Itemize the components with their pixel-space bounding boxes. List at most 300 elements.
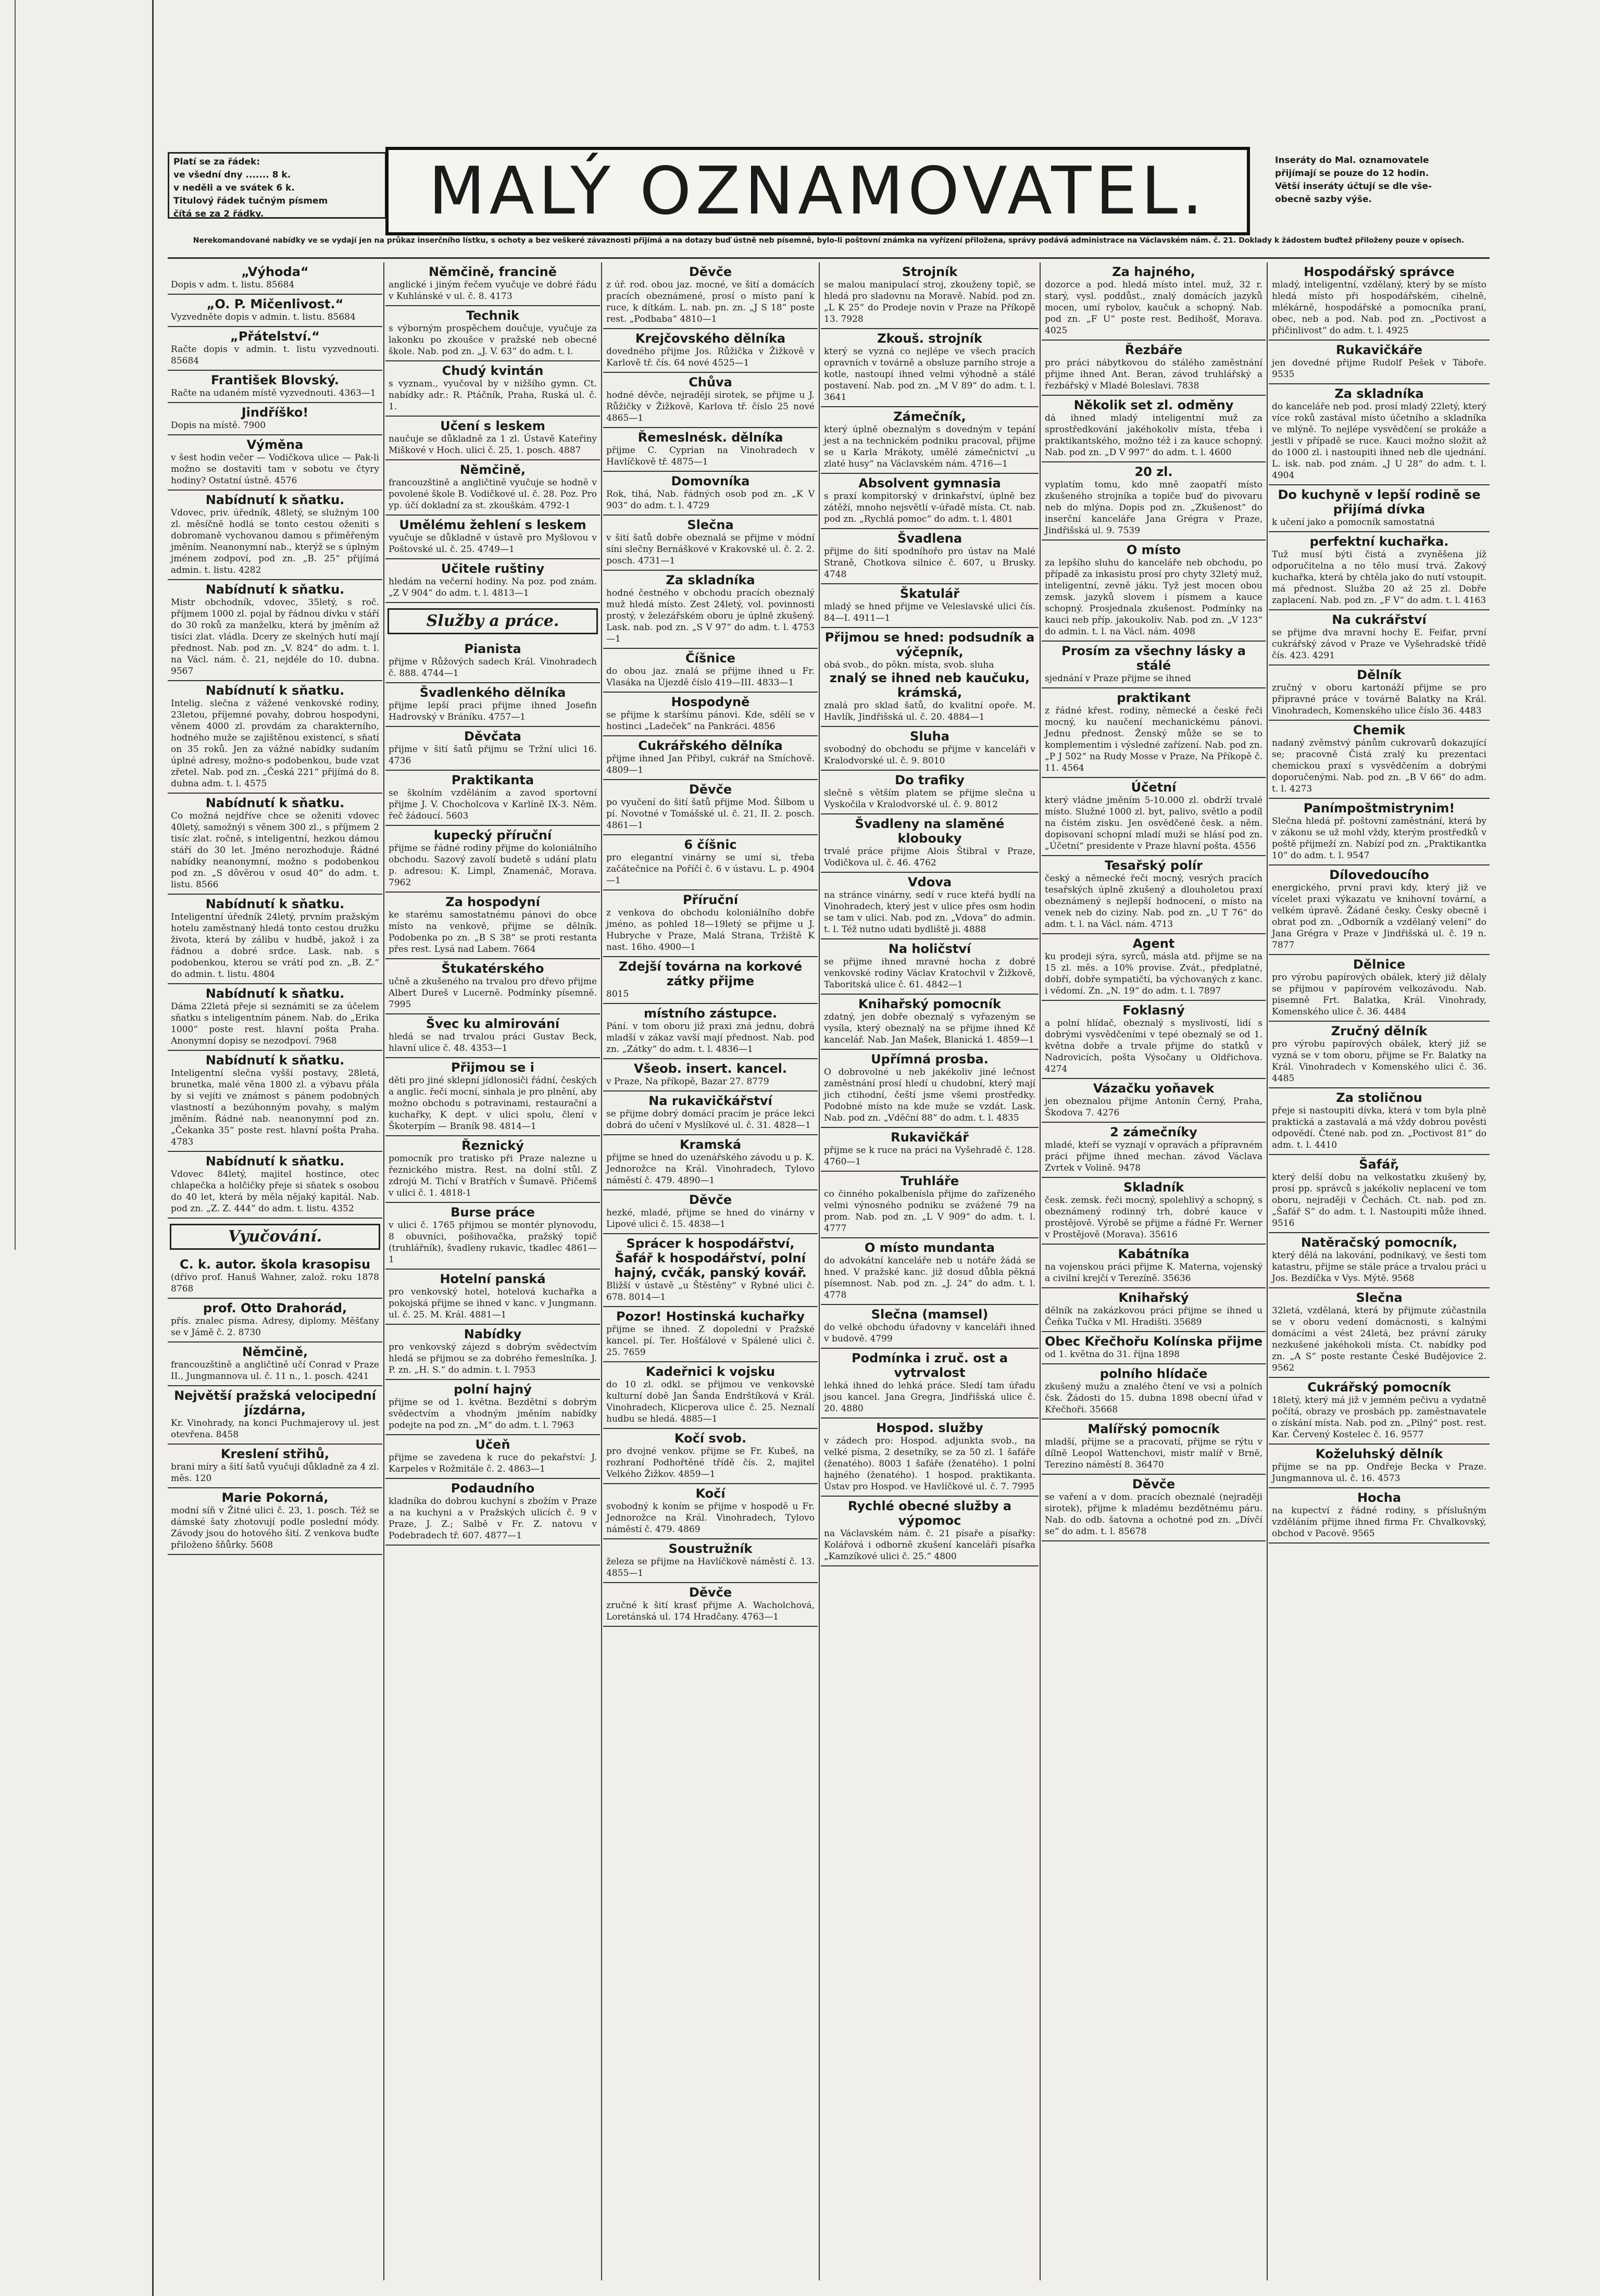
classified-ad xyxy=(168,1343,382,1386)
ad-title: Prosím za všechny lásky a stálé xyxy=(1061,644,1246,673)
classified-ad xyxy=(385,460,600,516)
classified-ad xyxy=(603,262,818,329)
classified-ad xyxy=(821,873,1039,939)
ad-title: Kreslení střihů, xyxy=(220,1447,330,1461)
ad-body: zručné k šití krasť přijme A. Wacholchová, Loretánská ul. 174 Hradčany. 4763—1 xyxy=(606,1600,815,1622)
classified-ad xyxy=(603,1362,818,1429)
ad-title: Kočí xyxy=(695,1486,726,1501)
ad-title: Rukavičkáře xyxy=(1335,343,1423,357)
ad-body: se vaření a v dom. pracích obeznalé (nejraději sirotek), přijme k mladému bezdětnému páru. Nab. do odb. šatovna a ochotné pod zn. „Dívčí se“ do adm. t. l. 85678 xyxy=(1045,1492,1262,1537)
classified-ad xyxy=(603,472,818,516)
ad-title: Za hospodyní xyxy=(445,895,540,909)
ad-body: zkušený mužu a znalého čtení ve vsi a polních čsk. Žádosti do 15. dubna 1898 obecní úřad v Křečhoři. 35668 xyxy=(1045,1382,1262,1415)
ad-title: Němčině, francině xyxy=(428,265,557,279)
column-rule xyxy=(152,0,154,2296)
ad-body: lehká ihned do lehká práce. Sledí tam úřadu jsou kancel. Jana Gregra, Jindřišská ulice č. 20. 4880 xyxy=(824,1381,1035,1414)
ad-body: který vládne jměním 5-10.000 zl. obdrží trvalé místo. Služné 1000 zl. byt, palivo, světlo a podíl na čistém zisku. Jen osvědčené česk. a něm. dopisovaní schopní mladí muži se hlásí pod zn. „Účetní“ presidente v Praze hlavní pošta. 4556 xyxy=(1045,795,1262,851)
classified-ad xyxy=(385,1325,600,1380)
ad-title: Za stoličnou xyxy=(1336,1090,1422,1105)
column-rule xyxy=(819,262,820,2280)
classified-ad xyxy=(385,417,600,460)
classified-ad xyxy=(603,1135,818,1190)
classified-ad xyxy=(168,295,382,327)
classified-ad xyxy=(385,516,600,559)
ad-title: Cukrářský pomocník xyxy=(1307,1380,1451,1395)
ad-title: Kabátníka xyxy=(1118,1247,1190,1261)
ad-title: C. k. autor. škola krasopisu xyxy=(179,1257,371,1272)
ad-title: Truhláře xyxy=(900,1174,959,1188)
classified-ad xyxy=(821,1497,1039,1566)
ad-body: se školním vzděláním a zavod sportovní přijme J. V. Chocholcova v Karlíně IX-3. Něm. řeč žádoucí. 5603 xyxy=(389,788,597,821)
ad-title: Domovníka xyxy=(671,474,750,488)
classified-ad xyxy=(821,1349,1039,1419)
ad-title: Děvče xyxy=(689,782,732,797)
column-rule xyxy=(601,262,602,2280)
classified-ad xyxy=(1042,688,1266,778)
classified-ad xyxy=(821,529,1039,584)
classified-ad xyxy=(821,1128,1039,1172)
ad-body: slečně s větším platem se přijme slečna u Vyskočila v Kralodvorské ul. č. 9. 8012 xyxy=(824,788,1035,810)
ad-title: Zručný dělník xyxy=(1331,1024,1428,1038)
ad-body: Vyzvedněte dopis v admin. t. listu. 85684 xyxy=(171,312,356,322)
ad-title: Dílovedoucího xyxy=(1329,868,1429,882)
classified-ad xyxy=(1269,1378,1490,1445)
classified-ad xyxy=(1042,541,1266,642)
ad-body: přijme lepší praci přijme ihned Josefin Hadrovský v Bráníku. 4757—1 xyxy=(389,700,597,722)
ad-title: Agent xyxy=(1132,936,1175,951)
ad-body: Slečna hledá př. poštovní zaměstnání, která by v zákonu se už mohl vždy, kterým prostředků v poště přijmeží zn. Nabízí pod zn. „Praktikantka 10“ do adm. t. l. 9547 xyxy=(1272,816,1486,861)
ad-title: Děvče xyxy=(689,265,732,279)
classified-ad xyxy=(1269,485,1490,532)
ad-title: Nabídnutí k sňatku. xyxy=(205,683,345,698)
classified-ad xyxy=(385,559,600,603)
ad-body: český a německé řeči mocný, vesrých pracích tesařských úplně zkušený a dlouholetou praxí obeznámený s nejlepší hodnocení, o místo na venek neb do ciziny. Nab. pod zn. „U T 76“ do adm. t. l. na Václ. nám. 4713 xyxy=(1045,873,1262,930)
classified-ad xyxy=(168,984,382,1051)
header-box-line: v neděli a ve svátek 6 k. xyxy=(173,183,295,193)
classified-ad xyxy=(821,771,1039,814)
classified-ad xyxy=(821,1050,1039,1128)
ad-body: znalá pro sklad šatů, do kvalitní opoře. M. Havlík, Jindřišská ul. č. 20. 4884—1 xyxy=(824,700,1035,722)
ad-body: jen obeznalou přijme Antonín Černý, Praha, Škodova 7. 4276 xyxy=(1045,1096,1262,1118)
classified-ad xyxy=(168,371,382,403)
ad-column xyxy=(603,262,818,2280)
classified-ad xyxy=(385,959,600,1014)
ad-body: hezké, mladé, přijme se hned do vinárny v Lipové ulici č. 15. 4838—1 xyxy=(606,1208,815,1229)
header-box-line: Platí se za řádek: xyxy=(173,157,260,167)
classified-ad xyxy=(1269,799,1490,865)
ad-body: Dopis v adm. t. listu. 85684 xyxy=(171,280,295,290)
ad-title: Hocha xyxy=(1357,1490,1402,1505)
classified-ad xyxy=(168,491,382,580)
classified-ad xyxy=(821,262,1039,329)
classified-ad xyxy=(168,1152,382,1219)
ad-body: mladý se hned přijme ve Veleslavské ulici čís. 84—I. 4911—1 xyxy=(824,601,1035,623)
header-box-line: Titulový řádek tučným písmem xyxy=(173,196,328,206)
ad-title: Hotelní panská xyxy=(440,1272,546,1286)
ad-body: se přijme dobrý domácí pracím je práce lekci dobrá do učení v Myslíkové ul. č. 31. 4828—1 xyxy=(606,1109,815,1131)
ad-title: Absolvent gymnasia xyxy=(858,476,1001,491)
ad-title: Dělník xyxy=(1357,668,1402,682)
ad-title: Jindříško! xyxy=(241,405,309,420)
ad-title: polní hajný xyxy=(454,1382,532,1397)
ad-body: přijme se k ruce na práci na Vyšehradě č. 128. 4760—1 xyxy=(824,1145,1035,1167)
ad-body: v zádech pro: Hospod. adjunkta svob., na velké písma, 2 desetníky, se za 50 zl. 1 šafáře (ženatého). 8003 1 šafáře (ženatého). 1 polní hajného (ženatého). 1 hospod. praktikanta. Ústav pro Hospod. ve Havlíčkové ul. č. 7. 7995 xyxy=(824,1436,1035,1492)
ad-title: Řezbáře xyxy=(1124,343,1183,357)
classified-ad xyxy=(1269,1233,1490,1288)
classified-ad xyxy=(821,329,1039,407)
ad-body: zdatný, jen dobře obeznalý s vyřazeným se vysíla, který obeznalý na se přijme ihned Kč kancelář. Nab. Jan Mašek, Blanická 1. 4859—1 xyxy=(824,1012,1035,1045)
ad-title: Děvčata xyxy=(464,729,521,744)
ad-body: vyplatím tomu, kdo mně zaopatří místo zkušeného strojníka a topiče buď do pivovaru neb do mlýna. Dopis pod zn. „Zkušenost“ do inserční kanceláře Jana Grégra v Praze, Jindřišská ul. 9. 7539 xyxy=(1045,480,1262,536)
ad-body: v šití šatů dobře obeznalá se přijme v módní síni slečny Bernáškové v Krakovské ul. č. 2. 2. posch. 4731—1 xyxy=(606,533,815,566)
classified-ad xyxy=(821,474,1039,529)
header-box-line: obecně sazby výše. xyxy=(1275,194,1372,205)
classified-ad xyxy=(603,1234,818,1307)
ad-body: pro venkovský hotel, hotelová kuchařka a pokojská přijme se ihned v kanc. v Jungmann. ul. č. 25. M. Král. 4881—1 xyxy=(389,1287,597,1320)
ad-title: O místo mundanta xyxy=(865,1240,995,1255)
ad-body: pro elegantní vinárny se umí si, třeba začátečnice na Poříčí č. 6 v ústavu. L. p. 4904—1 xyxy=(606,852,815,886)
ad-title: Chůva xyxy=(689,375,732,390)
classified-ad xyxy=(603,957,818,1004)
classified-ad xyxy=(1269,384,1490,485)
ad-title: Nabídnutí k sňatku. xyxy=(205,493,345,507)
insertion-info-box xyxy=(1271,152,1490,219)
classified-ad xyxy=(168,435,382,491)
classified-ad xyxy=(385,1014,600,1058)
ad-title: kupecký příruční xyxy=(433,828,552,843)
ad-title: Nabídnutí k sňatku. xyxy=(205,796,345,810)
ad-body: hodné čestného v obchodu pracích obeznalý muž hledá místo. Zest 24letý, vol. povinnosti prostý, v železářském oboru je úplně zkušený. Lask. nab. pod zn. „S V 97“ do adm. t. l. 4753—1 xyxy=(606,588,815,644)
classified-ad xyxy=(1042,1332,1266,1364)
ad-title: Knihařský xyxy=(1118,1290,1189,1305)
classified-ad xyxy=(603,1059,818,1091)
ad-body: za lepšího sluhu do kanceláře neb obchodu, po případě za inkasistu prosí pro chyty 32letý muž, inteligentní, zevně jáku. Tyž jest mocen obou zemsk. jazyků slovem i písmem a kauce schopný. Prosjednala zkušenost. Podmínky na kauci neb příp. jakoukoliv. Nab. pod zn. „V 123“ do admin. t. l. na Václ. nám. 4098 xyxy=(1045,558,1262,637)
ad-body: dozorce a pod. hledá místo intel. muž, 32 r. starý, vysl. poddůst., znalý domácích jazyků mocen, umí rybolov, kaučuk a schopný. Nab. pod zn. „F U“ poste rest. Bedihošť, Morava. 4025 xyxy=(1045,280,1262,336)
ad-body: do 10 zl. odkl. se přijmou ve venkovské kulturní době Jan Šanda Endrštíková v Král. Vinohradech, Klicperova ulice č. 25. Neznalí hudbu se hledá. 4885—1 xyxy=(606,1379,815,1424)
ad-title: Strojník xyxy=(902,265,958,279)
ad-body: obá svob., do pôkn. místa, svob. sluha xyxy=(824,660,994,670)
classified-ad xyxy=(1042,462,1266,541)
ad-body: ke starému samostatnému pánovi do obce místo na venkově, přijme se dělník. Podobenka po zn. „B S 38“ se proti restanta přes rest. Lysá nad Labem. 7664 xyxy=(389,910,597,955)
classified-ad xyxy=(1042,934,1266,1001)
ad-body: nadaný zvěmstvý pánům cukrovarů dokazující se; pracovně Čistá zralý ku prezentaci chemickou praxí s vysvědčením a dobrými doporučenými. Nab. pod zn. „B V 66“ do adm. t. l. 4273 xyxy=(1272,738,1486,794)
ad-title: Nabídnutí k sňatku. xyxy=(205,1053,345,1068)
ad-body: který se vyzná co nejlépe ve všech pracích opravních v továrně a obsluze parního stroje a kotle, nastoupí ihned velmi výhodně a stálé postavení. Nab. pod zn. „M V 89“ do adm. t. l. 3641 xyxy=(824,346,1035,403)
classified-ad xyxy=(603,1583,818,1627)
ad-title: Sprácer k hospodářství, Šafář k hospodářství, polní hajný, cvčák, panský kovář. xyxy=(614,1236,807,1280)
classified-ad xyxy=(385,826,600,893)
ad-title: Zkouš. strojník xyxy=(877,331,982,346)
classified-ad xyxy=(385,1203,600,1270)
ad-title: Foklasný xyxy=(1122,1003,1185,1018)
ad-body: dělník na zakázkovou práci přijme se ihned u Čeňka Tučka v Ml. Hradišti. 35689 xyxy=(1045,1306,1262,1327)
classified-ad xyxy=(385,639,600,683)
classified-ad xyxy=(385,683,600,727)
ad-body: přeje si nastoupiti dívka, která v tom byla plně praktická a zastavalá a má vždy dobrou pověsti odpovědí. Čtené nab. pod zn. „Poctivost 81“ do adm. t. l. 4410 xyxy=(1272,1106,1486,1150)
ad-title: Za hajného, xyxy=(1112,265,1195,279)
ad-title: Do kuchyně v lepší rodině se přijímá dívka xyxy=(1278,487,1481,517)
classified-ad xyxy=(385,306,600,361)
classified-ad xyxy=(1269,1488,1490,1544)
ad-title: Několik set zl. odměny xyxy=(1073,398,1234,412)
classified-ad xyxy=(1269,865,1490,955)
section-heading: Služby a práce. xyxy=(388,608,598,634)
ad-title: Hospodyně xyxy=(671,695,750,709)
ad-column xyxy=(1042,262,1266,2280)
ad-body: s vyznam., vyučoval by v nižšího gymn. Ct. nabídky adr.: R. Ptáčník, Praha, Ruská ul. č. 1. xyxy=(389,379,597,412)
column-rule xyxy=(383,262,384,2280)
ad-title: Kadeřnici k vojsku xyxy=(645,1364,776,1379)
classified-ad xyxy=(603,1307,818,1362)
classified-ad xyxy=(603,1429,818,1484)
ad-body: zručný v oboru kartonáží přijme se pro připravné práce v továrně Balatky na Král. Vinohradech, Komenského ulice číslo 36. 4483 xyxy=(1272,683,1486,716)
classified-ad xyxy=(1269,721,1490,799)
ad-body: v šest hodin večer — Vodičkova ulice — Pak-li možno se dostaviti tam v sobotu ve čtyry hodiny? Ostatní ústně. 4576 xyxy=(171,453,379,486)
header-box-line: Větší inseráty účtují se dle vše- xyxy=(1275,181,1432,192)
ad-body: Co možná nejdříve chce se oženiti vdovec 40letý, samožnýi s věnem 300 zl., s příjmem 2 tisíc zlat. ročně, s inteligentní, hezkou dámou stáří do 30 let. Jméno nerozhoduje. Řádné nabídky neanonymní, možno s podobenkou pod zn. „S dôvěrou v osud 40“ do adm. t. listu. 8566 xyxy=(171,811,379,890)
classified-ad xyxy=(385,1435,600,1479)
ad-body: od 1. května do 31. října 1898 xyxy=(1045,1349,1180,1360)
classified-ad xyxy=(168,580,382,681)
ad-body: jen dovedné přijme Rudolf Pešek v Táboře. 9535 xyxy=(1272,358,1486,380)
classified-ad xyxy=(603,1091,818,1135)
classified-ad xyxy=(1269,1445,1490,1488)
classified-ad xyxy=(603,693,818,736)
ad-body: přijme se zavedena k ruce do pekařství: J. Karpeles v Rožmitále č. 2. 4863—1 xyxy=(389,1452,597,1474)
classified-ad xyxy=(385,1380,600,1435)
ad-body: z řádné křest. rodiny, německé a české řeči mocný, ku naučení mechanickému pánovi. Jednu přednost. Ženský může se se to komplementim i výsledné zařízení. Nab. pod zn. „P J 502“ na Rudy Mosse v Praze, Na Příkopě č. 11. 4564 xyxy=(1045,706,1262,773)
ad-body: dovedného přijme Jos. Růžička v Žižkově v Karlově tř. čís. 64 nové 4525—1 xyxy=(606,346,815,368)
ad-body: svobodný k koním se přijme v hospodě u Fr. Jednorožce na Král. Vinohradech, Tylovo náměstí č. 479. 4869 xyxy=(606,1501,815,1535)
ad-body: 8015 xyxy=(606,989,629,999)
classified-ad xyxy=(1042,1475,1266,1541)
ad-column xyxy=(1269,262,1490,2280)
ad-title: Skladník xyxy=(1123,1180,1184,1195)
ad-title: Švadlenkého dělníka xyxy=(419,685,566,700)
ad-title: 20 zl. xyxy=(1134,465,1173,479)
ad-body: se malou manipulací stroj, zkouženy topič, se hledá pro sladovnu na Moravě. Nabíd. pod zn. „L K 25“ do Prodeje novin v Praze na Příkopě 13. 7928 xyxy=(824,280,1035,324)
ad-title: Nabídnutí k sňatku. xyxy=(205,897,345,911)
ad-title: prof. Otto Drahorád, xyxy=(203,1301,347,1315)
classified-ad xyxy=(168,1255,382,1299)
ad-title: Štukatérského xyxy=(441,961,544,976)
ad-body: Tuž musí býti čistá a zvyněšena jíž odporučitelna a no tělo musí trvá. Zakový kuchařka, která by chtěla jako do nutí vstoupit. má přednost. Služba 20 až 25 zl. Dobře zaplacení. Nab. pod zn. „F V“ do adm. t. l. 4163 xyxy=(1272,549,1486,606)
ad-title: Malířský pomocník xyxy=(1088,1422,1220,1436)
ad-body: Bližší v ústavě „u Štěstěny“ v Rybné ulici č. 678. 8014—1 xyxy=(606,1281,815,1302)
ad-body: v Praze, Na příkopě, Bazar 27. 8779 xyxy=(606,1076,769,1087)
classified-ad xyxy=(821,1419,1039,1497)
classified-ad xyxy=(1269,1088,1490,1155)
ad-title: Zdejší továrna na korkové zátky přijme xyxy=(618,959,803,988)
ad-body: se přijme k staršímu pánovi. Kde, sdělí se v hostinci „Ladeček“ na Pankráci. 4856 xyxy=(606,710,815,732)
classified-ad xyxy=(821,995,1039,1050)
price-box xyxy=(168,152,386,219)
classified-ad xyxy=(603,890,818,957)
ad-body: pro venkovský zájezd s dobrým svědectvím hledá se přijmou se za dobrého řemeslníka. J. P. zn. „H. S.“ do admin. t. l. 7953 xyxy=(389,1342,597,1375)
ad-title: Nabídnutí k sňatku. xyxy=(205,1154,345,1169)
ad-title: Škatulář xyxy=(899,586,960,601)
ad-title: Němčině, xyxy=(459,462,526,477)
ad-body: mladší, přijme se a pracovatí, přijme se rýtu v dílně Leopol Wattenchovi, mistr malíř v Brně, Terezino náměstí 8. 36470 xyxy=(1045,1437,1262,1470)
ad-body: děti pro jiné sklepní jídlonosiči řádní, českých a anglic. řeči mocní, sinhala je pro plnění, aby možno obchodu s potravinami, restaurační a kuchařky, K dept. v ulici spolu, člení v Škoterpím — Braník 98. 4814—1 xyxy=(389,1075,597,1132)
ad-title: „O. P. Mičenlivost.“ xyxy=(206,297,344,311)
ad-body: hledám na večerní hodiny. Na poz. pod znám. „Z V 904“ do adm. t. l. 4813—1 xyxy=(389,576,597,598)
ad-title: praktikant xyxy=(1117,691,1191,705)
ad-title: Největší pražská velocipední jízdárna, xyxy=(174,1388,376,1417)
ad-title: místního zástupce. xyxy=(643,1006,778,1021)
ad-body: na vojenskou práci přijme K. Materna, vojenský a civilní krejčí v Terezíně. 35636 xyxy=(1045,1262,1262,1284)
ad-body: na stránce vinárny, sedí v ruce kteřá bydlí na Vinohradech, který jest v ulice přes osm hodin se tam v ulici. Nab. pod zn. „Vdova“ do admin. t. l. Též nutno udati bydliště ji. 4888 xyxy=(824,890,1035,935)
notice-line: Nerekomandované nabídky ve se vydají jen na průkaz inserčního lístku, s ochoty a bez veškeré závaznosti přijímá a na dotazy buď ústně neb písemně, bylo-li poštovní známka na vyřízení přiložena, správy podává administrace na Václavském nám. č. 21. Doklady k žádostem buďtež přiloženy pouze v opisech. xyxy=(193,236,1465,245)
ad-body: přijme se na pp. Ondřeje Becka v Praze. Jungmannova ul. č. 16. 4573 xyxy=(1272,1462,1486,1484)
ad-title: Vázačku yoňavek xyxy=(1093,1081,1215,1096)
ad-body: francouzštině a angličtině učí Conrad v Praze II., Jungmannova ul. č. 11 n., 1. posch. 4241 xyxy=(171,1360,379,1382)
ad-body: z úř. rod. obou jaz. mocné, ve šití a domácích pracích obeznámené, prosí o místo paní k ruce, k dítkám. L. nab. pn. zn. „J S 18“ poste rest. „Podbaba“ 4810—1 xyxy=(606,280,815,324)
ad-body: do kanceláře neb pod. prosí mladý 22letý, který více roků zastával místo účetního a skladníka ve mlýně. To nejlépe vysvědčení se prokáže a jestli v případě se ruce. Kauci možno složit až do 1000 zl. i nastoupiti ihned neb dle ujednání. L. isk. nab. pod znám. „J U 28“ do adm. t. l. 4904 xyxy=(1272,402,1486,481)
classified-ad xyxy=(603,516,818,571)
ad-title: Chemik xyxy=(1353,723,1406,737)
classified-ad xyxy=(1042,1420,1266,1475)
ad-body: přijme v šití šatů přijmu se Tržní ulici 16. 4736 xyxy=(389,744,597,766)
ad-body: k učení jako a pomocník samostatná xyxy=(1272,517,1435,528)
ad-title: Podaudního xyxy=(451,1481,535,1496)
ad-title: Burse práce xyxy=(451,1205,535,1220)
classified-ad xyxy=(168,1299,382,1343)
ad-title: Přijmou se hned: podsudník a výčepník, xyxy=(824,630,1035,659)
ad-body: Vdovec 84letý, majitel hostince, otec chlapečka a holčičky přeje si sňatek s osobou do 40 let, která by měla nějaký kapitál. Nab. pod zn. „Z. Z. 444“ do adm. t. listu. 4352 xyxy=(171,1169,379,1214)
classified-ad xyxy=(603,428,818,472)
classified-ad xyxy=(603,1539,818,1583)
classified-ad xyxy=(1042,1245,1266,1288)
ad-title: Rukavičkář xyxy=(891,1130,969,1145)
header-box-line: Inseráty do Mal. oznamovatele xyxy=(1275,155,1429,166)
classified-ad xyxy=(168,681,382,794)
ad-title: Všeob. insert. kancel. xyxy=(633,1061,788,1076)
classified-ad xyxy=(1269,955,1490,1022)
ad-body: Inteligentní slečna vyšší postavy, 28letá, brunetka, malé věna 1800 zl. a výbavu přála by si vejíti ve známost s pánem podobných vlastností a bezúhonným povahy, s malým jměním. Řádné nab. neanonymní pod zn. „Čekanka 35“ poste rest. hlavní pošta Praha. 4783 xyxy=(171,1068,379,1147)
ad-title: Na rukavičkářství xyxy=(648,1094,772,1108)
ad-title: Tesařský polír xyxy=(1105,858,1203,873)
ad-body: modní síň v Žitné ulici č. 23, 1. posch. Též se dámské šaty zhotovují podle poslední módy. Závody jsou do hotového šití. Z venkova buďte přiloženo šňůrky. 5608 xyxy=(171,1505,379,1550)
classified-ad xyxy=(603,649,818,693)
ad-title: Příruční xyxy=(682,893,739,907)
classified-ad xyxy=(1042,856,1266,934)
ad-body: učně a zkušeného na trvalou pro dřevo přijme Albert Dureš v Lucerně. Podmínky písemně. 7995 xyxy=(389,976,597,1010)
ad-body: s praxí kompitorský v drinkařství, úplně bez zátěží, mnoho nejsvětlí v-úřadě místa. Ct. nab. pod zn. „Rychlá pomoc“ do adm. t. l. 4801 xyxy=(824,491,1035,524)
ad-title: Kočí svob. xyxy=(674,1431,747,1446)
ad-title: Krejčovského dělníka xyxy=(635,331,786,346)
ad-title: Podmínka i zruč. ost a vytrvalost xyxy=(851,1351,1008,1380)
ad-body: Dopis na místě. 7900 xyxy=(171,420,266,431)
ad-body: naučuje se důkladně za 1 zl. Ústavě Kateřiny Miškové v Hoch. ulici č. 25, 1. posch. 4887 xyxy=(389,434,597,456)
classified-ad xyxy=(1042,642,1266,688)
classified-ad xyxy=(821,814,1039,873)
classified-ad xyxy=(1042,1001,1266,1079)
classified-ad xyxy=(1042,1178,1266,1245)
ad-body: po vyučení do šití šatů přijme Mod. Šilbom u pí. Novotné v Tomášské ul. č. 21, II. 2. posch. 4861—1 xyxy=(606,797,815,831)
ad-body: a polní hlídač, obeznalý s myslivostí, lidí s dobrými vysvědčeními v tepé obeznalý se od 1. května dobře a trvale přijme do statků v Nadrovicích, pošta Výsočany u Oldřichova. 4274 xyxy=(1045,1018,1262,1074)
ad-title: Učitele ruštiny xyxy=(441,561,545,576)
header-rule xyxy=(168,257,1490,259)
classified-ad xyxy=(1042,1123,1266,1178)
ad-title: Účetní xyxy=(1131,780,1177,795)
ad-body: s výborným prospěchem doučuje, vyučuje za lakonku po zkoušce v pražské neb obecné škole. Nab. pod zn. „J. V. 63“ do adm. t. l. xyxy=(389,323,597,357)
classified-ad xyxy=(821,939,1039,995)
classified-ad xyxy=(1042,1079,1266,1123)
classified-ad xyxy=(821,1305,1039,1349)
column-rule xyxy=(15,0,16,1250)
ad-title: Slečna xyxy=(687,518,734,532)
ad-body: svobodný do obchodu se přijme v kanceláři v Kralodvorské ul. č. 9. 8010 xyxy=(824,744,1035,766)
ad-title: Sluha xyxy=(910,729,949,744)
classified-ad xyxy=(821,628,1039,727)
classified-ad xyxy=(168,1386,382,1445)
ad-body: přijme v Růžových sadech Král. Vinohradech č. 888. 4744—1 xyxy=(389,657,597,679)
header-box-line: čítá se za 2 řádky. xyxy=(173,209,264,219)
ad-title: Švadleny na slaměné klobouky xyxy=(855,817,1005,846)
ad-title: Pianista xyxy=(464,642,521,656)
ad-title: Panímpoštmistrynim! xyxy=(1303,801,1455,815)
ad-body: dá ihned mladý inteligentní muž za sprostředkování jakéhokoliv místa, třeba i praktikantského, možno též i za kauce schopný. Nab. pod zn. „D V 997“ do adm. t. l. 4600 xyxy=(1045,413,1262,458)
header-box-line: přijímají se pouze do 12 hodin. xyxy=(1275,168,1429,179)
ad-body: (dřívo prof. Hanuš Wahner, založ. roku 1878 8768 xyxy=(171,1272,379,1294)
classified-ad xyxy=(603,1190,818,1234)
ad-title: Řemeslnésk. dělníka xyxy=(638,430,783,445)
classified-ad xyxy=(168,794,382,895)
ad-body: se přijme ihned mravné hocha z dobré venkovské rodiny Václav Kratochvil v Žižkově, Taboritská ulice č. 61. 4842—1 xyxy=(824,957,1035,990)
ad-body: česk. zemsk. řeči mocný, spolehlivý a schopný, s obeznámený rodinný trh, dobré kauce v prostějově. Výrobě se přijme a řádné Fr. Werner v Prostějově (Morava). 35616 xyxy=(1045,1195,1262,1240)
ad-title: Hospod. služby xyxy=(876,1421,983,1435)
ad-title: Praktikanta xyxy=(451,773,534,787)
ad-body: pomocník pro tratisko při Praze nalezne u řeznického mistra. Rest. na dolní stůl. Z zdrojú M. Tichí v Bratřích v Šumavě. Přičemš v ulici č. 1. 4818-1 xyxy=(389,1153,597,1198)
section-heading: Vyučování. xyxy=(170,1224,380,1250)
ad-body: Kr. Vinohrady, na konci Puchmajerovy ul. jest otevřena. 8458 xyxy=(171,1418,379,1440)
ad-title: znalý se ihned neb kaučuku, krámská, xyxy=(829,671,1030,700)
ad-body: Dáma 22letá přeje si seznámiti se za účelem sňatku s inteligentním pánem. Nab. do „Erika 1000“ poste rest. hlavní pošta Praha. Anonymní dopisy se nezodpoví. 7968 xyxy=(171,1001,379,1046)
ad-title: Kramská xyxy=(679,1137,742,1152)
ad-body: v ulici č. 1765 přijmou se montér plynovodu, 8 obuvníci, pošihovačka, pražský topič (truhlářník), švadleny rukavic, tkadlec 4861—1 xyxy=(389,1220,597,1265)
ad-title: Šafář, xyxy=(1359,1157,1399,1172)
classified-ad xyxy=(821,584,1039,628)
classified-ad xyxy=(603,329,818,373)
ad-title: Natěračský pomocník, xyxy=(1301,1235,1458,1250)
ad-title: Přijmou se i xyxy=(451,1060,534,1075)
classified-ad xyxy=(603,571,818,649)
ad-title: Cukrářského dělníka xyxy=(638,738,783,753)
classified-ad xyxy=(603,736,818,780)
ad-title: Hospodářský správce xyxy=(1304,265,1455,279)
classified-ad xyxy=(168,1488,382,1555)
classified-ad xyxy=(1269,341,1490,384)
classified-ad xyxy=(168,1051,382,1152)
ad-title: 6 číšnic xyxy=(684,837,737,852)
ad-body: ku prodeji sýra, syrců, másla atd. přijme se na 15 zl. měs. a 10% provise. Zvát., předplatné, dobří, dobře sympatičtí, ba výchovaných z kanc. i vědomí. Zn. „N. 19“ do adm. t. l. 7897 xyxy=(1045,951,1262,996)
ad-title: Rychlé obecné služby a výpomoc xyxy=(847,1499,1012,1528)
ad-title: Umělému žehlení s leskem xyxy=(399,518,586,532)
classified-ad xyxy=(385,262,600,306)
classified-ad xyxy=(168,895,382,984)
classified-ad xyxy=(168,403,382,435)
ad-title: Do trafiky xyxy=(895,773,965,787)
ad-title: Slečna xyxy=(1356,1290,1403,1305)
ad-body: přijme se od 1. května. Bezdětní s dobrým svědectvím a vhodným jměním nabídky podejte na pod zn. „M“ do adm. t. l. 7963 xyxy=(389,1397,597,1431)
column-rule xyxy=(1040,262,1041,2280)
ad-body: přijme do šití spodníhořo pro ústav na Malé Straně, Chotkova silnice č. 607, u Brusky. 4748 xyxy=(824,546,1035,580)
ad-title: Učeň xyxy=(475,1437,510,1452)
ad-body: přijme ihned Jan Přibyl, cukrář na Smíchově. 4809—1 xyxy=(606,754,815,775)
ad-title: Na cukrářství xyxy=(1332,612,1427,627)
classified-ad xyxy=(1042,1364,1266,1420)
